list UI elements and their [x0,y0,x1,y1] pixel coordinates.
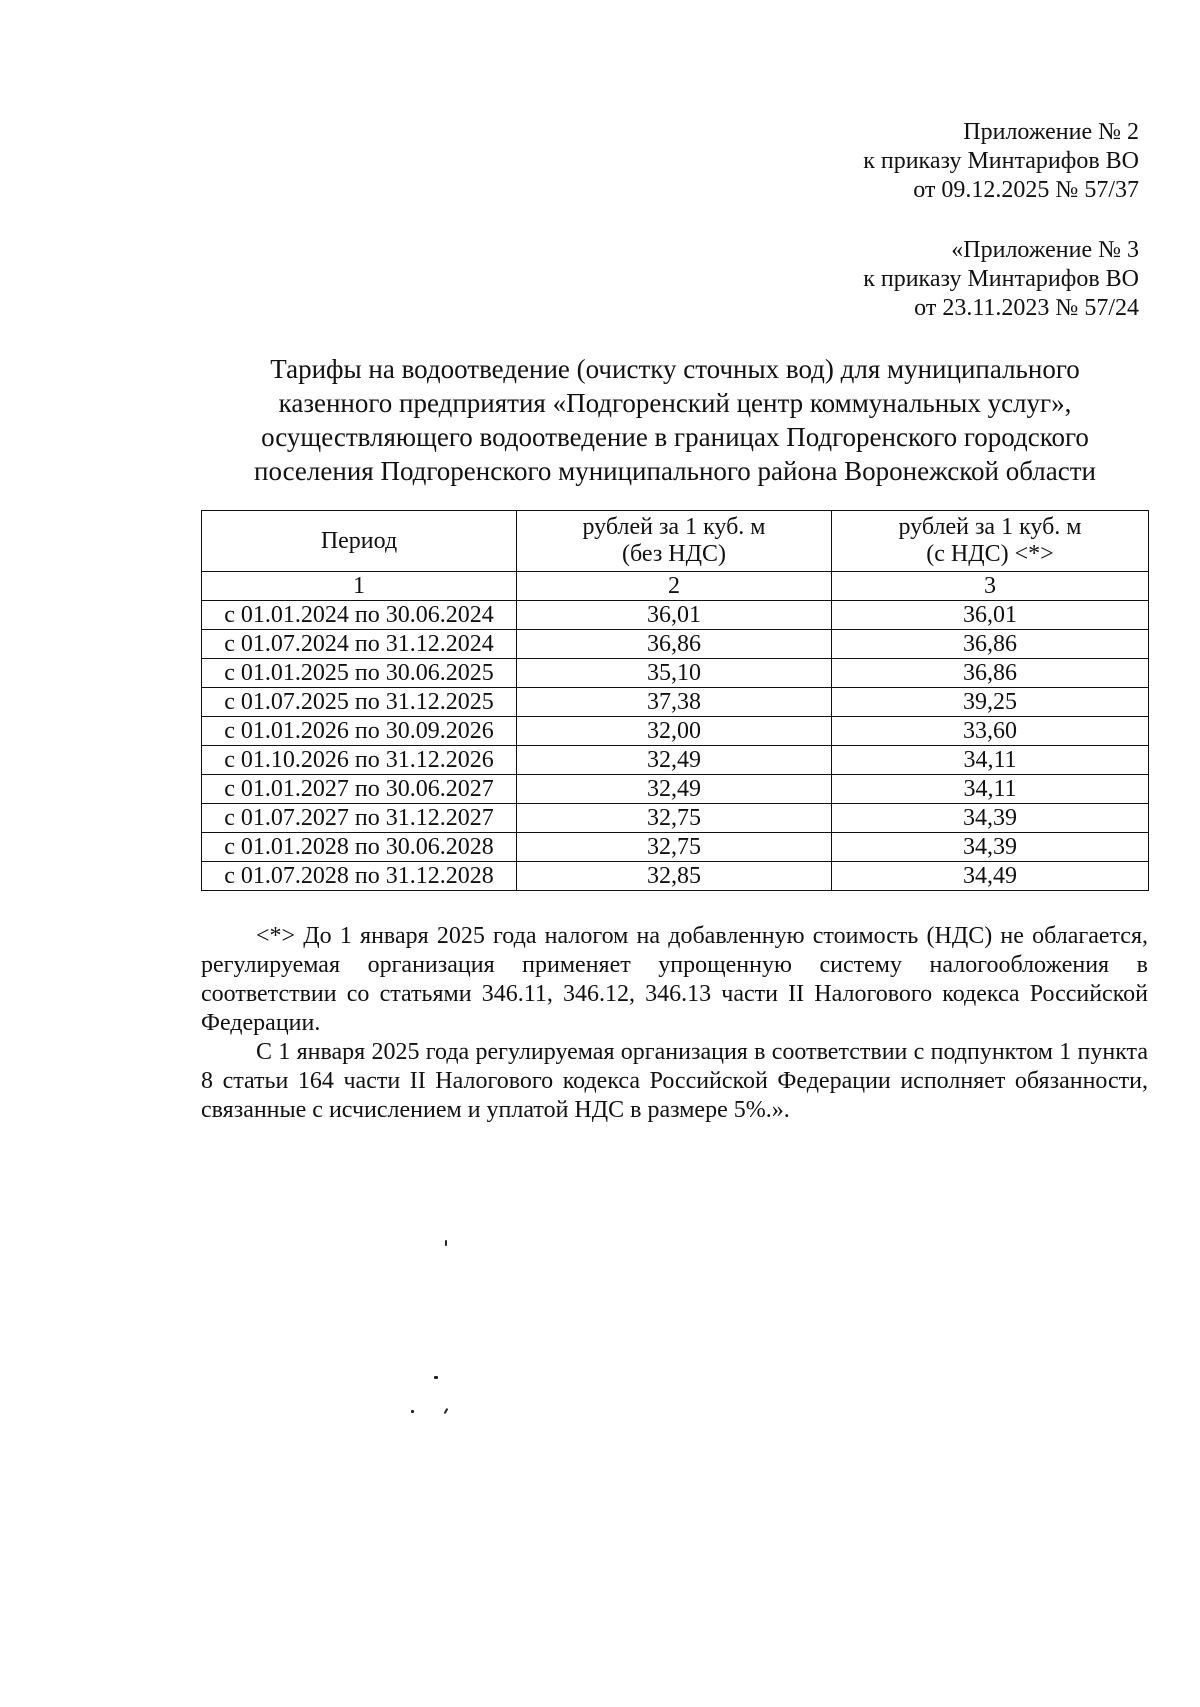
table-row [202,659,1149,688]
with-vat-cell: 39,25 [832,688,1149,717]
with-vat-cell: 36,86 [832,630,1149,659]
title-line: казенного предприятия «Подгоренский центр коммунальных услуг», [278,388,1072,418]
title-line: Тарифы на водоотведение (очистку сточных вод) для муниципального [270,354,1080,384]
with-vat-cell: 34,11 [832,746,1149,775]
appendix-order-date: от 09.12.2025 № 57/37 [913,177,1139,203]
period-cell: с 01.01.2025 по 30.06.2025 [202,659,517,688]
table-row [202,630,1149,659]
table-header-row [202,511,1149,572]
column-number: 3 [832,572,1149,601]
no-vat-cell: 32,75 [517,833,832,862]
no-vat-cell: 32,00 [517,717,832,746]
no-vat-cell: 36,01 [517,601,832,630]
period-cell: с 01.07.2028 по 31.12.2028 [202,862,517,891]
no-vat-cell: 35,10 [517,659,832,688]
period-cell: с 01.01.2024 по 30.06.2024 [202,601,517,630]
header-no-vat: рублей за 1 куб. м (без НДС) [517,511,832,572]
appendix-order-date: от 23.11.2023 № 57/24 [914,295,1139,321]
table-row [202,862,1149,891]
scan-speck [445,1240,447,1246]
header-period: Период [202,511,517,572]
document-title [200,352,1150,488]
no-vat-cell: 37,38 [517,688,832,717]
with-vat-cell: 33,60 [832,717,1149,746]
footnote-paragraph: <*> До 1 января 2025 года налогом на добавленную стоимость (НДС) не облагается, регулируемая организация применяет упрощенную систему налогообложения в соответствии со статьями 346.11, 346.12, 346.13 части II Налогового кодекса Российской Федерации. [201,923,1148,1036]
title-line: поселения Подгоренского муниципального района Воронежской области [254,456,1096,486]
column-number-row [202,572,1149,601]
no-vat-cell: 32,49 [517,775,832,804]
table-row [202,775,1149,804]
with-vat-cell: 36,86 [832,659,1149,688]
period-cell: с 01.01.2027 по 30.06.2027 [202,775,517,804]
table-row [202,804,1149,833]
column-number: 1 [202,572,517,601]
period-cell: с 01.01.2026 по 30.09.2026 [202,717,517,746]
no-vat-cell: 32,85 [517,862,832,891]
with-vat-cell: 34,11 [832,775,1149,804]
table-row [202,688,1149,717]
title-line: осуществляющего водоотведение в границах Подгоренского городского [261,422,1089,452]
footnotes [201,922,1148,1125]
with-vat-cell: 34,39 [832,833,1149,862]
with-vat-cell: 34,49 [832,862,1149,891]
period-cell: с 01.01.2028 по 30.06.2028 [202,833,517,862]
table-row [202,601,1149,630]
no-vat-cell: 32,75 [517,804,832,833]
appendix-number: «Приложение № 3 [951,237,1139,263]
table-row [202,746,1149,775]
column-number: 2 [517,572,832,601]
period-cell: с 01.10.2026 по 31.12.2026 [202,746,517,775]
appendix-header-previous [863,236,1139,323]
period-cell: с 01.07.2025 по 31.12.2025 [202,688,517,717]
scan-speck [444,1408,449,1414]
no-vat-cell: 36,86 [517,630,832,659]
scan-speck [434,1376,438,1379]
table-row [202,717,1149,746]
header-with-vat: рублей за 1 куб. м (с НДС) <*> [832,511,1149,572]
appendix-order-ref: к приказу Минтарифов ВО [863,266,1139,292]
table-row [202,833,1149,862]
with-vat-cell: 34,39 [832,804,1149,833]
no-vat-cell: 32,49 [517,746,832,775]
period-cell: с 01.07.2027 по 31.12.2027 [202,804,517,833]
appendix-number: Приложение № 2 [963,119,1139,145]
footnote-paragraph: С 1 января 2025 года регулируемая организация в соответствии с подпунктом 1 пункта 8 статьи 164 части II Налогового кодекса Российской Федерации исполняет обязанности, связанные с исчислением и уплатой НДС в размере 5%.». [201,1039,1148,1123]
appendix-header-current [863,118,1139,205]
scan-speck [411,1410,414,1413]
appendix-order-ref: к приказу Минтарифов ВО [863,148,1139,174]
period-cell: с 01.07.2024 по 31.12.2024 [202,630,517,659]
with-vat-cell: 36,01 [832,601,1149,630]
tariff-table [201,510,1149,891]
